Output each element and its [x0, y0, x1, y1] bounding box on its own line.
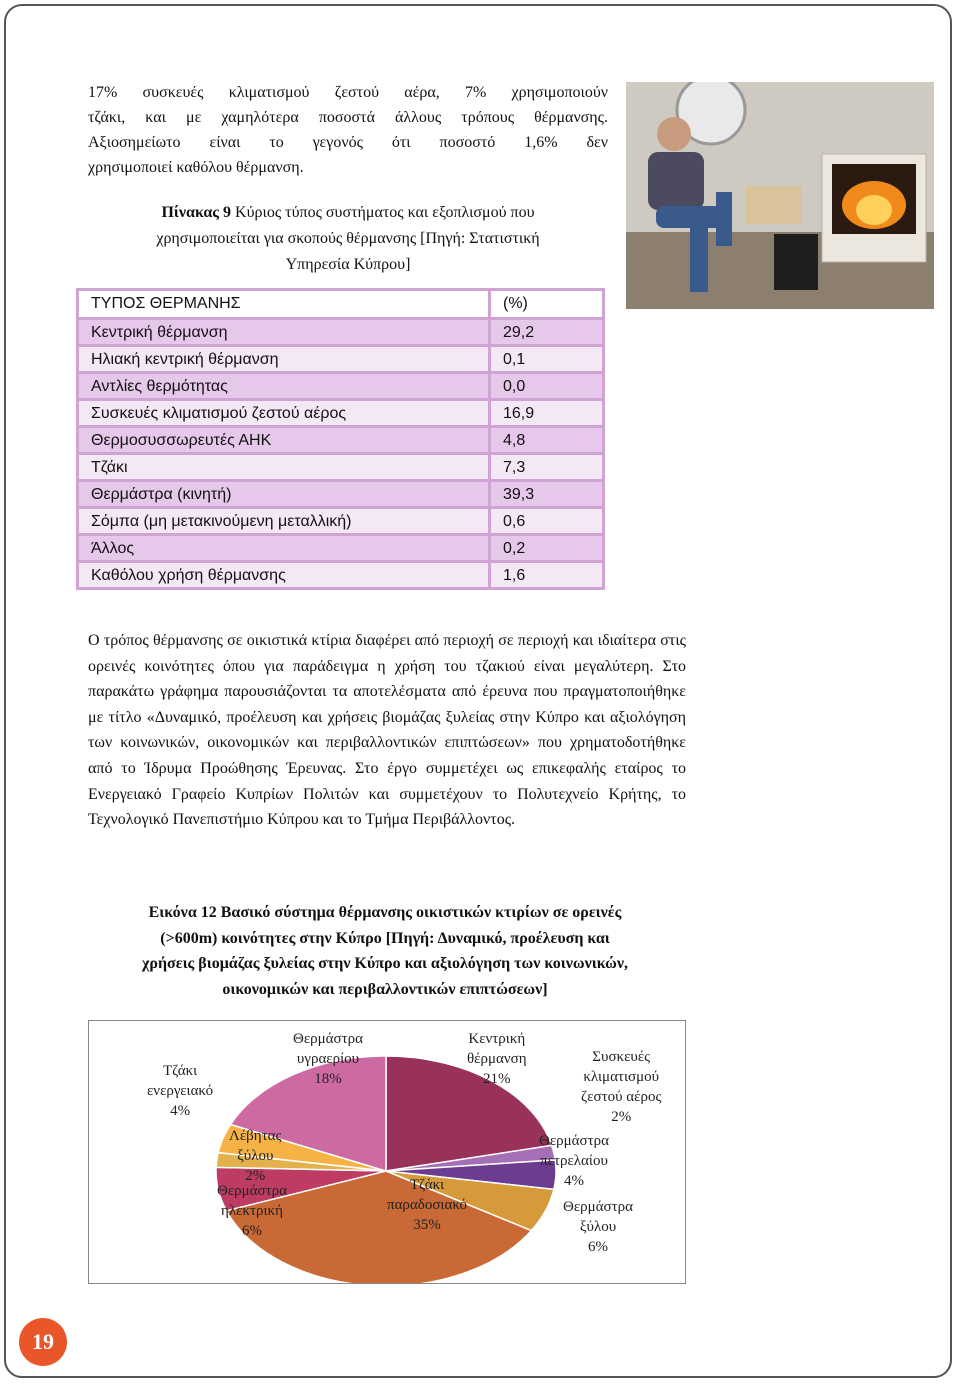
pie-slice-label	[387, 1175, 467, 1235]
pie-slice-value: 2%	[611, 1109, 632, 1125]
pie-slice-name: πετρελαίου	[540, 1153, 608, 1169]
pie-slice-name: ξύλου	[237, 1148, 274, 1164]
intro-line: 17% συσκευές κλιματισμού ζεστού αέρα, 7% χρησιμοποιούν	[88, 84, 608, 101]
pie-slice-label	[467, 1029, 527, 1089]
pie-slice-name: θέρμανση	[467, 1051, 527, 1067]
row-label: Άλλος	[78, 535, 490, 562]
figure-caption-line: (>600m) κοινότητες στην Κύπρο [Πηγή: Δυναμικό, προέλευση και	[160, 929, 610, 947]
table-caption-line: Υπηρεσία Κύπρου]	[285, 256, 411, 273]
pie-slice-name: Συσκευές	[592, 1049, 651, 1065]
pie-slice-name: Θερμάστρα	[563, 1199, 633, 1215]
row-value: 29,2	[490, 319, 604, 346]
table-row	[78, 481, 604, 508]
row-label: Αντλίες θερμότητας	[78, 373, 490, 400]
row-label: Τζάκι	[78, 454, 490, 481]
table-caption-number: Πίνακας 9	[161, 204, 232, 221]
row-value: 7,3	[490, 454, 604, 481]
table-row	[78, 400, 604, 427]
intro-line: τζάκι, και με χαμηλότερα ποσοστά άλλους τρόπους θέρμανσης.	[88, 109, 608, 126]
row-value: 0,2	[490, 535, 604, 562]
table-row	[78, 562, 604, 589]
pie-slice-name: Κεντρική	[468, 1031, 526, 1047]
pie-slice-label	[229, 1126, 281, 1186]
pie-slice-label	[147, 1061, 213, 1121]
row-label: Κεντρική θέρμανση	[78, 319, 490, 346]
figure-caption-line: οικονομικών και περιβαλλοντικών επιπτώσεων]	[222, 980, 548, 998]
pie-slice-label	[581, 1047, 661, 1127]
figure-caption-line: χρήσεις βιομάζας ξυλείας στην Κύπρο και αξιολόγηση των κοινωνικών,	[142, 955, 628, 973]
fireplace-photo	[626, 82, 934, 309]
intro-paragraph	[88, 80, 608, 180]
pie-slice-value: 18%	[314, 1071, 342, 1087]
pie-slice-label	[563, 1197, 633, 1257]
heating-pie-chart	[88, 1020, 686, 1284]
pie-slice-name: Θερμάστρα	[539, 1133, 609, 1149]
table-row	[78, 454, 604, 481]
pie-slice-name: ενεργειακό	[147, 1083, 214, 1099]
row-label: Ηλιακή κεντρική θέρμανση	[78, 346, 490, 373]
pie-slice-value: 35%	[413, 1217, 441, 1233]
pie-slice-value: 4%	[563, 1173, 584, 1189]
table-row	[78, 427, 604, 454]
row-value: 4,8	[490, 427, 604, 454]
pie-slice-name: υγραερίου	[296, 1051, 360, 1067]
row-label: Θερμάστρα (κινητή)	[78, 481, 490, 508]
row-label: Καθόλου χρήση θέρμανσης	[78, 562, 490, 589]
table-row	[78, 535, 604, 562]
pie-slice-value: 4%	[170, 1103, 191, 1119]
table-caption	[88, 200, 608, 278]
row-value: 16,9	[490, 400, 604, 427]
pie-slice-name: Θερμάστρα	[217, 1183, 287, 1199]
pie-slice-name: κλιματισμού	[583, 1069, 660, 1085]
row-label: Σόμπα (μη μετακινούμενη μεταλλική)	[78, 508, 490, 535]
table-caption-line: χρησιμοποιείται για σκοπούς θέρμανσης [Πηγή: Στατιστική	[156, 230, 540, 247]
pie-slice-name: Θερμάστρα	[293, 1031, 363, 1047]
page-number-badge: 19	[19, 1318, 67, 1366]
pie-slice-name: Λέβητας	[229, 1128, 282, 1144]
table-row	[78, 508, 604, 535]
pie-slice-value: 21%	[483, 1071, 511, 1087]
table-header-row	[78, 290, 604, 319]
table-row	[78, 373, 604, 400]
row-label: Συσκευές κλιματισμού ζεστού αέρος	[78, 400, 490, 427]
pie-slice-label	[539, 1131, 609, 1191]
intro-line: Αξιοσημείωτο είναι το γεγονός ότι ποσοστό 1,6% δεν	[88, 134, 608, 151]
pie-slice-value: 2%	[245, 1168, 266, 1184]
pie-slice-name: ηλεκτρική	[221, 1203, 283, 1219]
pie-slice-label	[217, 1181, 287, 1241]
pie-slice-name: Τζάκι	[409, 1177, 445, 1193]
body-paragraph	[88, 628, 686, 833]
row-label: Θερμοσυσσωρευτές ΑΗΚ	[78, 427, 490, 454]
header-cell-percent: (%)	[490, 290, 604, 319]
header-cell-type: ΤΥΠΟΣ ΘΕΡΜΑΝΗΣ	[78, 290, 490, 319]
row-value: 39,3	[490, 481, 604, 508]
figure-caption	[80, 900, 690, 1002]
intro-line: χρησιμοποιεί καθόλου θέρμανση.	[88, 159, 304, 176]
pie-slice-value: 6%	[241, 1223, 262, 1239]
pie-slice-name: ξύλου	[579, 1219, 617, 1235]
pie-slice-name: παραδοσιακό	[387, 1197, 468, 1213]
pie-slice-name: Τζάκι	[162, 1063, 198, 1079]
table-row	[78, 319, 604, 346]
pie-slice-value: 6%	[587, 1239, 608, 1255]
table-caption-line: Κύριος τύπος συστήματος και εξοπλισμού που	[231, 204, 535, 221]
pie-slice-name: ζεστού αέρος	[581, 1089, 662, 1105]
table-row	[78, 346, 604, 373]
body-text: Ο τρόπος θέρμανσης σε οικιστικά κτίρια διαφέρει από περιοχή σε περιοχή και ιδιαίτερα στις ορεινές κοινότητες όπου για παράδειγμα η χρήση του τζακιού είναι μεγαλύτερη. Στο παρακάτω γράφημα παρουσιάζονται τα αποτελέσματα από έρευνα που πραγματοποιήθηκε με τίτλο «Δυναμικό, προέλευση και χρήσεις βιομάζας ξυλείας στην Κύπρο και αξιολόγηση των κοινωνικών, οικονομικών και περιβαλλοντικών επιπτώσεων» που χρηματοδοτήθηκε από το Ίδρυμα Προώθησης Έρευνας. Στο έργο συμμετέχει ως επικεφαλής εταίρος το Ενεργειακό Γραφείο Κυπρίων Πολιτών και συμμετέχουν το Πολυτεχνείο Κρήτης, το Τεχνολογικό Πανεπιστήμιο Κύπρου και το Τμήμα Περιβάλλοντος.	[88, 632, 686, 829]
figure-caption-line: Εικόνα 12 Βασικό σύστημα θέρμανσης οικιστικών κτιρίων σε ορεινές	[148, 904, 622, 921]
row-value: 1,6	[490, 562, 604, 589]
row-value: 0,0	[490, 373, 604, 400]
row-value: 0,1	[490, 346, 604, 373]
pie-slice-label	[293, 1029, 363, 1089]
row-value: 0,6	[490, 508, 604, 535]
heating-table	[76, 288, 605, 590]
